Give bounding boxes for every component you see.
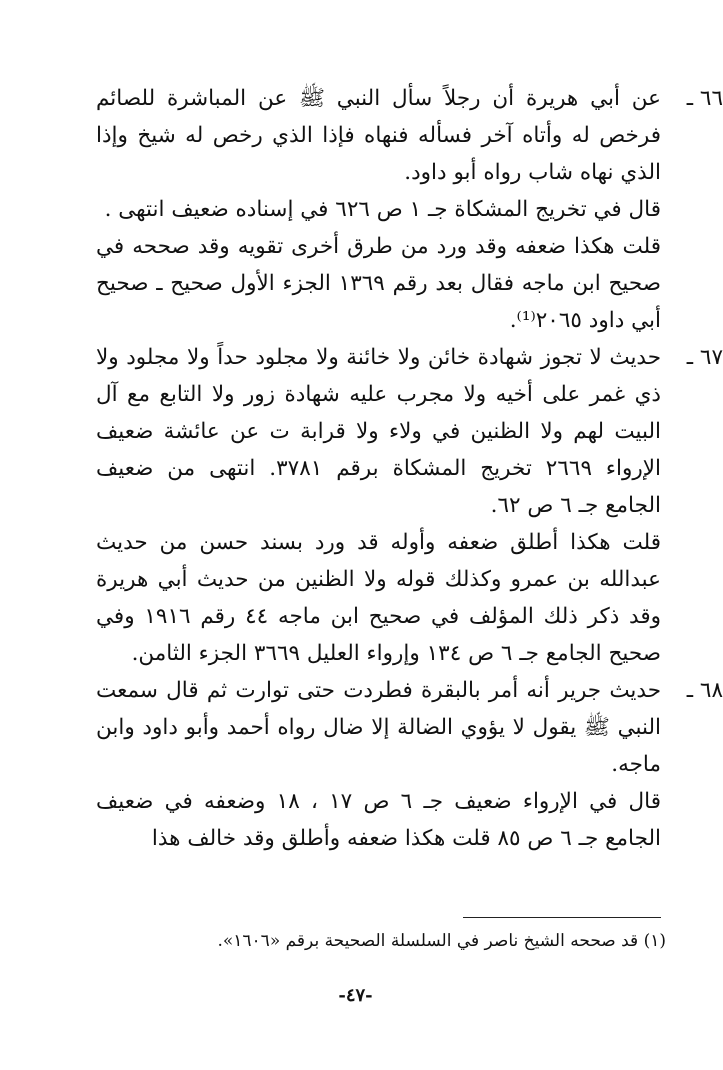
entry-paragraph: قال في تخريج المشكاة جـ ١ ص ٦٢٦ في إسناده ضعيف انتهى . <box>104 197 661 222</box>
entry-paragraph: حديث جرير أنه أمر بالبقرة فطردت حتى توارت ثم قال سمعت النبي ﷺ يقول لا يؤوي الضالة إلا ضال رواه أحمد وأبو داود وابن ماجه. <box>96 678 661 777</box>
hadith-entry-66 <box>96 80 723 339</box>
entry-paragraph: حديث لا تجوز شهادة خائن ولا خائنة ولا مجلود حداً ولا مجلود ولا ذي غمر على أخيه ولا مجرب عليه شهادة زور ولا التابع مع آل البيت لهم ولا الظنين في ولاء ولا قرابة ت عن عائشة ضعيف الإرواء ٢٦٦٩ تخريج المشكاة برقم ٣٧٨١. انتهى من ضعيف الجامع جـ ٦ ص ٦٢. <box>96 345 661 518</box>
footnote: (١) قد صححه الشيخ ناصر في السلسلة الصحيحة برقم «١٦٠٦». <box>217 931 666 951</box>
main-text <box>96 80 723 857</box>
entry-number: ٦٧ ـ <box>686 345 723 370</box>
hadith-entry-67 <box>96 339 723 672</box>
entry-paragraph: قال في الإرواء ضعيف جـ ٦ ص ١٧ ، ١٨ وضعفه في ضعيف الجامع جـ ٦ ص ٨٥ قلت هكذا ضعفه وأطلق وقد خالف هذا <box>96 789 661 851</box>
entry-number: ٦٦ ـ <box>686 86 723 111</box>
entry-number: ٦٨ ـ <box>686 678 723 703</box>
page-number: -٤٧- <box>338 985 373 1006</box>
hadith-entry-68 <box>96 672 723 857</box>
entry-paragraph: قلت هكذا ضعفه وقد ورد من طرق أخرى تقويه وقد صححه في صحيح ابن ماجه فقال بعد رقم ١٣٦٩ الجزء الأول صحيح ـ صحيح أبي داود ٢٠٦٥⁽¹⁾. <box>96 234 661 333</box>
footnote-divider <box>463 917 661 918</box>
entry-paragraph: قلت هكذا أطلق ضعفه وأوله قد ورد بسند حسن من حديث عبدالله بن عمرو وكذلك قوله ولا الظنين من حديث أبي هريرة وقد ذكر ذلك المؤلف في صحيح ابن ماجه ٤٤ رقم ١٩١٦ وفي صحيح الجامع جـ ٦ ص ١٣٤ وإرواء العليل ٣٦٦٩ الجزء الثامن. <box>96 530 661 666</box>
entry-paragraph: عن أبي هريرة أن رجلاً سأل النبي ﷺ عن المباشرة للصائم فرخص له وأتاه آخر فسأله فنهاه فإذا الذي رخص له شيخ وإذا الذي نهاه شاب رواه أبو داود. <box>96 86 661 185</box>
